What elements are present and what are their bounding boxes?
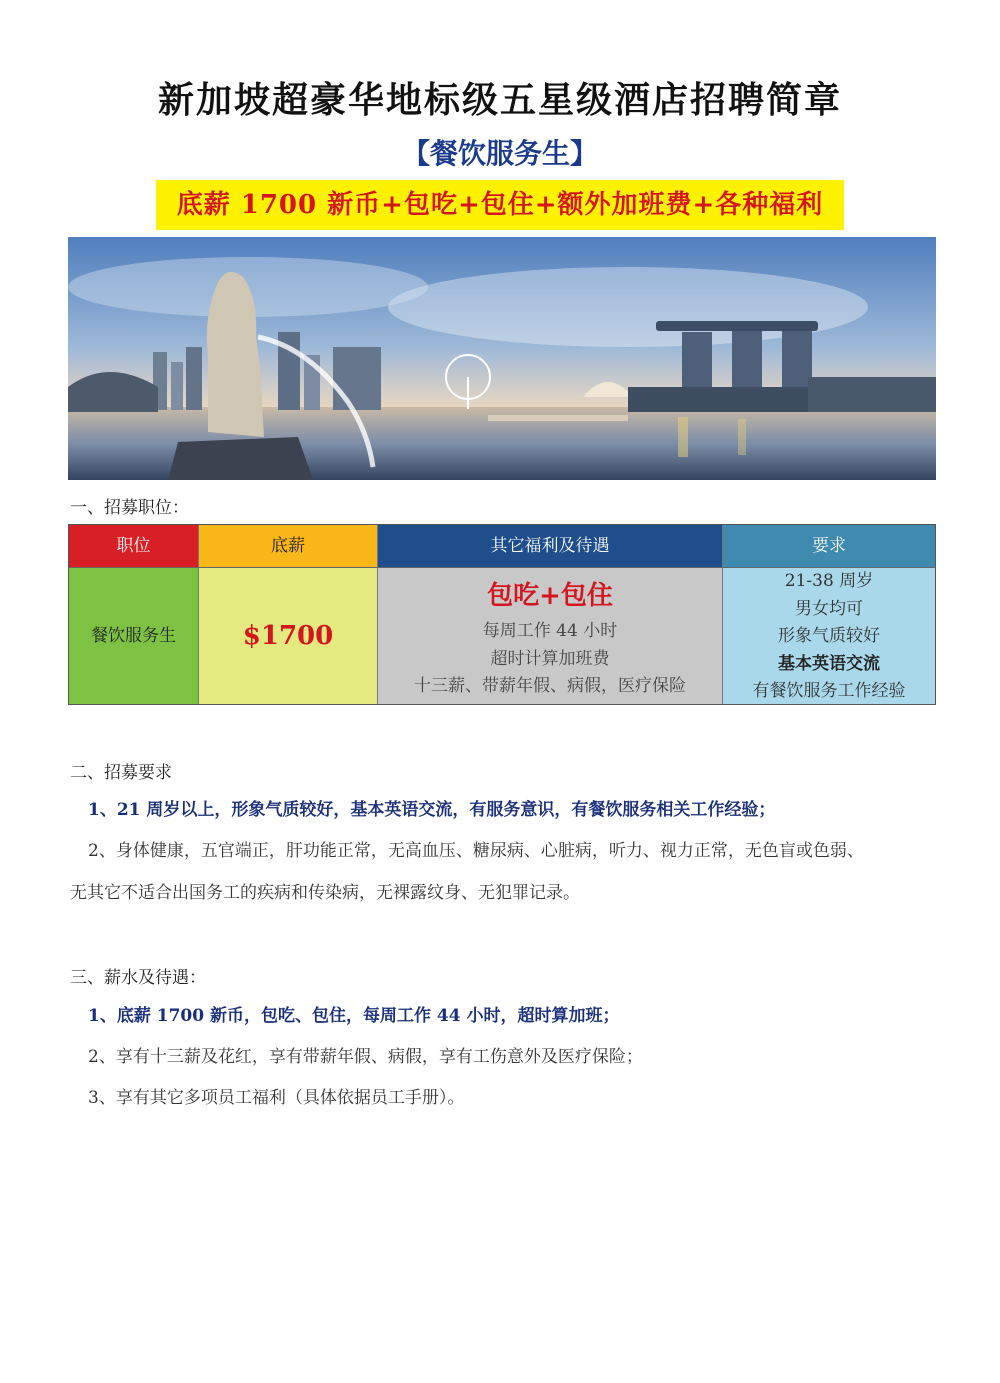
benefit-highlight: 包吃+包住 <box>487 581 613 611</box>
skyline-illustration <box>68 237 936 480</box>
page-title: 新加坡超豪华地标级五星级酒店招聘简章 <box>157 79 842 121</box>
position-table <box>68 524 936 705</box>
table-header-salary: 底薪 <box>199 525 378 568</box>
requirement-line: 21-38 周岁 <box>784 571 874 591</box>
requirement-item: 无其它不适合出国务工的疾病和传染病，无裸露纹身、无犯罪记录。 <box>70 883 580 903</box>
table-header-position: 职位 <box>69 525 199 568</box>
table-header-requirements: 要求 <box>723 525 935 568</box>
benefit-line: 超时计算加班费 <box>490 648 610 669</box>
benefit-line: 十三薪、带薪年假、病假，医疗保险 <box>414 676 686 696</box>
requirement-line: 有餐饮服务工作经验 <box>752 681 906 701</box>
section-2-heading: 二、招募要求 <box>70 763 172 783</box>
requirement-item: 2、身体健康，五官端正，肝功能正常，无高血压、糖尿病、心脏病，听力、视力正常，无色盲或色弱、 <box>88 841 864 861</box>
salary-item: 2、享有十三薪及花红，享有带薪年假、病假，享有工伤意外及医疗保险； <box>88 1047 643 1067</box>
position-subtitle: 【餐饮服务生】 <box>401 137 598 170</box>
salary-banner: 底薪 1700 新币+包吃+包住+额外加班费+各种福利 <box>156 180 844 230</box>
requirement-item: 1、21 周岁以上，形象气质较好，基本英语交流，有服务意识，有餐饮服务相关工作经验； <box>88 800 776 820</box>
section-3-heading: 三、薪水及待遇： <box>70 968 206 988</box>
table-cell-requirements <box>723 568 935 704</box>
benefit-line: 每周工作 44 小时 <box>482 621 618 641</box>
section-1-heading: 一、招募职位： <box>70 498 189 518</box>
salary-item: 3、享有其它多项员工福利（具体依据员工手册）。 <box>88 1088 465 1108</box>
table-header-benefits: 其它福利及待遇 <box>378 525 723 568</box>
table-cell-benefits <box>378 568 723 704</box>
requirement-line: 基本英语交流 <box>778 653 880 674</box>
requirement-line: 形象气质较好 <box>778 626 880 646</box>
table-cell-salary: $1700 <box>199 568 378 704</box>
singapore-skyline-photo <box>68 237 936 480</box>
table-cell-position: 餐饮服务生 <box>69 568 199 704</box>
salary-item: 1、底薪 1700 新币，包吃、包住，每周工作 44 小时，超时算加班； <box>88 1006 620 1026</box>
requirement-line: 男女均可 <box>795 598 863 619</box>
